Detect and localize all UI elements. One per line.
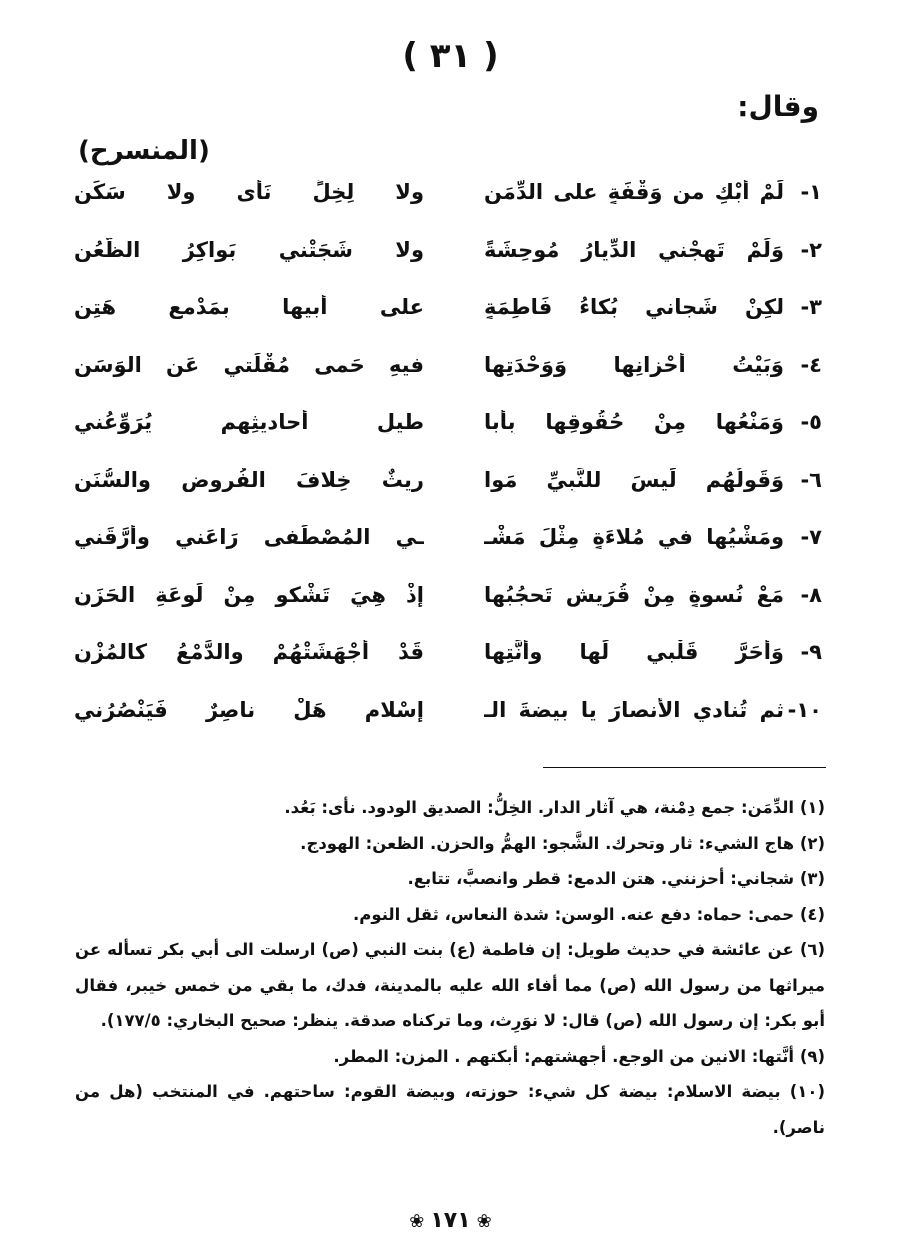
verse-second-hemistich: ولا شَجَتْني بَواكِرُ الظُّعُنِ [74, 237, 424, 262]
poem-intro: وقال: [737, 90, 819, 123]
verse-first-hemistich: وَبَيْتُ أَحْزانِها وَوَحْدَتِها [484, 352, 784, 377]
verse-line [60, 690, 822, 748]
verse-first-hemistich: ثم تُنادي الأنصارَ يا بيضةَ الـ [484, 697, 784, 722]
verse-line [60, 517, 822, 575]
verse-first-hemistich: وَأحَرَّ قَلْبي لَها وأنَّتِها [484, 640, 784, 664]
verse-line [60, 575, 822, 633]
footnote: (٩) أنَّتها: الانين من الوجع. أجهشتهم: أبكتهم . المزن: المطر. [333, 1046, 825, 1066]
footnote-separator [543, 767, 826, 768]
ornament-icon: ❀ [409, 1211, 425, 1232]
verse-second-hemistich: على أَبيها بِمَدْمعٍ هَتِنِ [74, 295, 424, 319]
verse-number: ٥- [800, 410, 822, 434]
verse-number: ٤- [800, 352, 822, 377]
verse-second-hemistich: قَدْ أَجْهَشَتْهُمْ والدَّمْعُ كالمُزْنِ [74, 640, 424, 664]
footnote: (٣) شجاني: أحزنني. هتن الدمع: قطر وانصبَّ، تتابع. [407, 869, 825, 888]
footnote: (٤) حمى: حماه: دفع عنه. الوسن: شدة النعاس، ثقل النوم. [352, 904, 825, 924]
verse-line [60, 345, 822, 403]
verse-number: ٢- [800, 237, 822, 262]
verse-first-hemistich: ومَشْيُها في مُلاءَةٍ مِثْلَ مَشْـ [484, 525, 784, 549]
verse-line [60, 632, 822, 690]
verse-first-hemistich: وَمَنْعُها مِنْ حُقُوقِها بِأَبا [484, 410, 784, 434]
verse-second-hemistich: إذْ هِيَ تَشْكو مِنْ لَوعَةِ الحَزَنِ [74, 582, 424, 607]
page-number-bottom [0, 1208, 901, 1233]
verse-number: ١- [800, 180, 822, 204]
verse-first-hemistich: وَقَولُهُم لَيسَ للنَّبِيِّ مَوا [484, 467, 784, 492]
footnote: (١) الدِّمَن: جمع دِمْنة، هي آثار الدار. الخِلُّ: الصديق الودود. نأى: بَعُد. [284, 798, 825, 817]
verse-first-hemistich: لَمْ أَبْكِ من وَقْفَةٍ على الدِّمَنِ [484, 180, 784, 204]
footnote: (٦) عن عائشة في حديث طويل: إن فاطمة (ع) بنت النبي (ص) ارسلت الى أبي بكر تسأله عن ميراثها من رسول الله (ص) مما أفاء الله عليه بالمدينة، فدك، ما بقي من خمس خيبر، فقال أبو بكر: إن رسول الله (ص) قال: لا نوَرِث، وما تركناه صدقة. ينظر: صحيح البخاري: ١٧٧/٥). [75, 940, 825, 1030]
ornament-icon: ❀ [476, 1211, 492, 1232]
poem-meter: (المنسرح) [78, 136, 210, 166]
verse-line [60, 230, 822, 288]
verse-first-hemistich: لكِنْ شَجاني بُكاءُ فَاطِمَةٍ [484, 295, 784, 319]
verse-number: ١٠- [787, 697, 822, 722]
verse-line [60, 402, 822, 460]
verse-second-hemistich: ولا لِخِلٍّ نَأى ولا سَكَنِ [74, 180, 424, 204]
verse-first-hemistich: مَعْ نُسوةٍ مِنْ قُرَيشٍ تَحجُبُها [484, 582, 784, 607]
verse-line [60, 460, 822, 518]
verse-second-hemistich: فيهِ حَمى مُقْلَتي عَنِ الوَسَنِ [74, 352, 424, 377]
verse-first-hemistich: وَلَمْ تَهِجْني الدِّيارُ مُوحِشَةً [484, 237, 784, 262]
verse-number: ٦- [800, 467, 822, 492]
verse-second-hemistich: إسْلامِ هَلْ ناصِرٌ فَيَنْصُرُني [74, 697, 424, 722]
verse-second-hemistich: ريثٌ خِلافَ الفُروضِ والسُّنَنِ [74, 467, 424, 492]
page-number-top: ( ٣١ ) [402, 36, 499, 76]
verse-line [60, 172, 822, 230]
verse-number: ٩- [800, 640, 822, 664]
poem [60, 172, 822, 747]
verse-second-hemistich: ـيِ المُصْطَفى رَاعَني وأرَّقَني [74, 525, 424, 549]
verse-second-hemistich: طيلِ أَحاديثِهِم يُرَوِّعُني [74, 410, 424, 434]
footnote: (٢) هاج الشيء: ثار وتحرك. الشَّجو: الهمُّ والحزن. الظعن: الهودج. [300, 833, 825, 853]
verse-number: ٧- [800, 525, 822, 549]
verse-number: ٨- [800, 582, 822, 607]
footnote: (١٠) بيضة الاسلام: بيضة كل شيء: حوزته، وبيضة القوم: ساحتهم. في المنتخب (هل من ناصر). [75, 1082, 825, 1137]
footnotes [75, 790, 825, 1145]
verse-line [60, 287, 822, 345]
verse-number: ٣- [800, 295, 822, 319]
page-number-text: ١٧١ [430, 1208, 471, 1233]
